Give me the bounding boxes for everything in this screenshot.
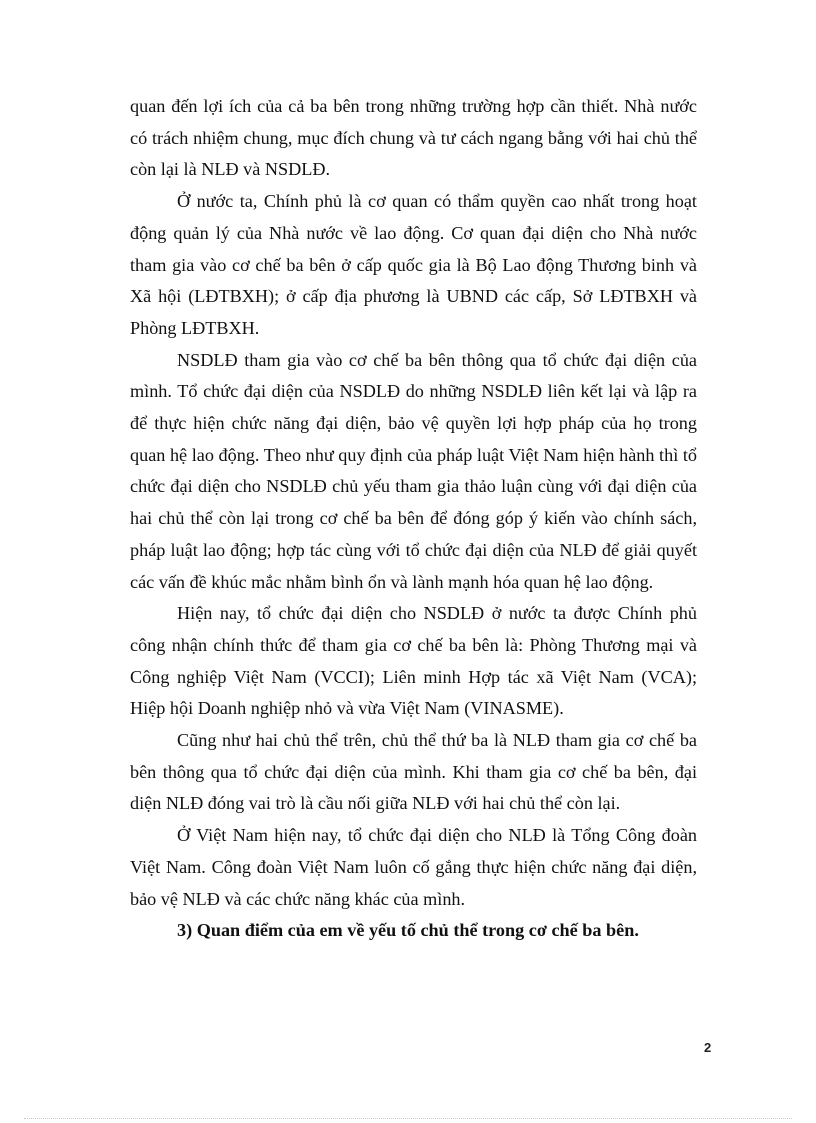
paragraph-worker-representation: Cũng như hai chủ thể trên, chủ thể thứ ba là NLĐ tham gia cơ chế ba bên thông qua tổ chức đại diện của mình. Khi tham gia cơ chế ba bên, đại diện NLĐ đóng vai trò là cầu nối giữa NLĐ với hai chủ thể còn lại. bbox=[130, 730, 697, 814]
document-body bbox=[130, 91, 697, 947]
page-number: 2 bbox=[704, 1040, 712, 1055]
page-bottom-divider bbox=[24, 1118, 792, 1119]
paragraph-government-role: Ở nước ta, Chính phủ là cơ quan có thẩm quyền cao nhất trong hoạt động quản lý của Nhà nước về lao động. Cơ quan đại diện cho Nhà nước tham gia vào cơ chế ba bên ở cấp quốc gia là Bộ Lao động Thương binh và Xã hội (LĐTBXH); ở cấp địa phương là UBND các cấp, Sở LĐTBXH và Phòng LĐTBXH. bbox=[130, 191, 697, 338]
paragraph-employer-organizations: Hiện nay, tổ chức đại diện cho NSDLĐ ở nước ta được Chính phủ công nhận chính thức để tham gia cơ chế ba bên là: Phòng Thương mại và Công nghiệp Việt Nam (VCCI); Liên minh Hợp tác xã Việt Nam (VCA); Hiệp hội Doanh nghiệp nhỏ và vừa Việt Nam (VINASME). bbox=[130, 603, 697, 719]
paragraph-employer-representation: NSDLĐ tham gia vào cơ chế ba bên thông qua tổ chức đại diện của mình. Tổ chức đại diện của NSDLĐ do những NSDLĐ liên kết lại và lập ra để thực hiện chức năng đại diện, bảo vệ quyền lợi hợp pháp của họ trong quan hệ lao động. Theo như quy định của pháp luật Việt Nam hiện hành thì tổ chức đại diện cho NSDLĐ chủ yếu tham gia thảo luận cùng với đại diện của hai chủ thể còn lại trong cơ chế ba bên để đóng góp ý kiến vào chính sách, pháp luật lao động; hợp tác cùng với tổ chức đại diện của NLĐ để giải quyết các vấn đề khúc mắc nhằm bình ổn và lành mạnh hóa quan hệ lao động. bbox=[130, 349, 697, 592]
paragraph-trade-union: Ở Việt Nam hiện nay, tổ chức đại diện cho NLĐ là Tổng Công đoàn Việt Nam. Công đoàn Việt Nam luôn cố gắng thực hiện chức năng đại diện, bảo vệ NLĐ và các chức năng khác của mình. bbox=[130, 825, 697, 909]
paragraph-continuation: quan đến lợi ích của cả ba bên trong những trường hợp cần thiết. Nhà nước có trách nhiệm chung, mục đích chung và tư cách ngang bằng với hai chủ thể còn lại là NLĐ và NSDLĐ. bbox=[130, 96, 697, 180]
section-heading: 3) Quan điểm của em về yếu tố chủ thể trong cơ chế ba bên. bbox=[177, 920, 639, 941]
